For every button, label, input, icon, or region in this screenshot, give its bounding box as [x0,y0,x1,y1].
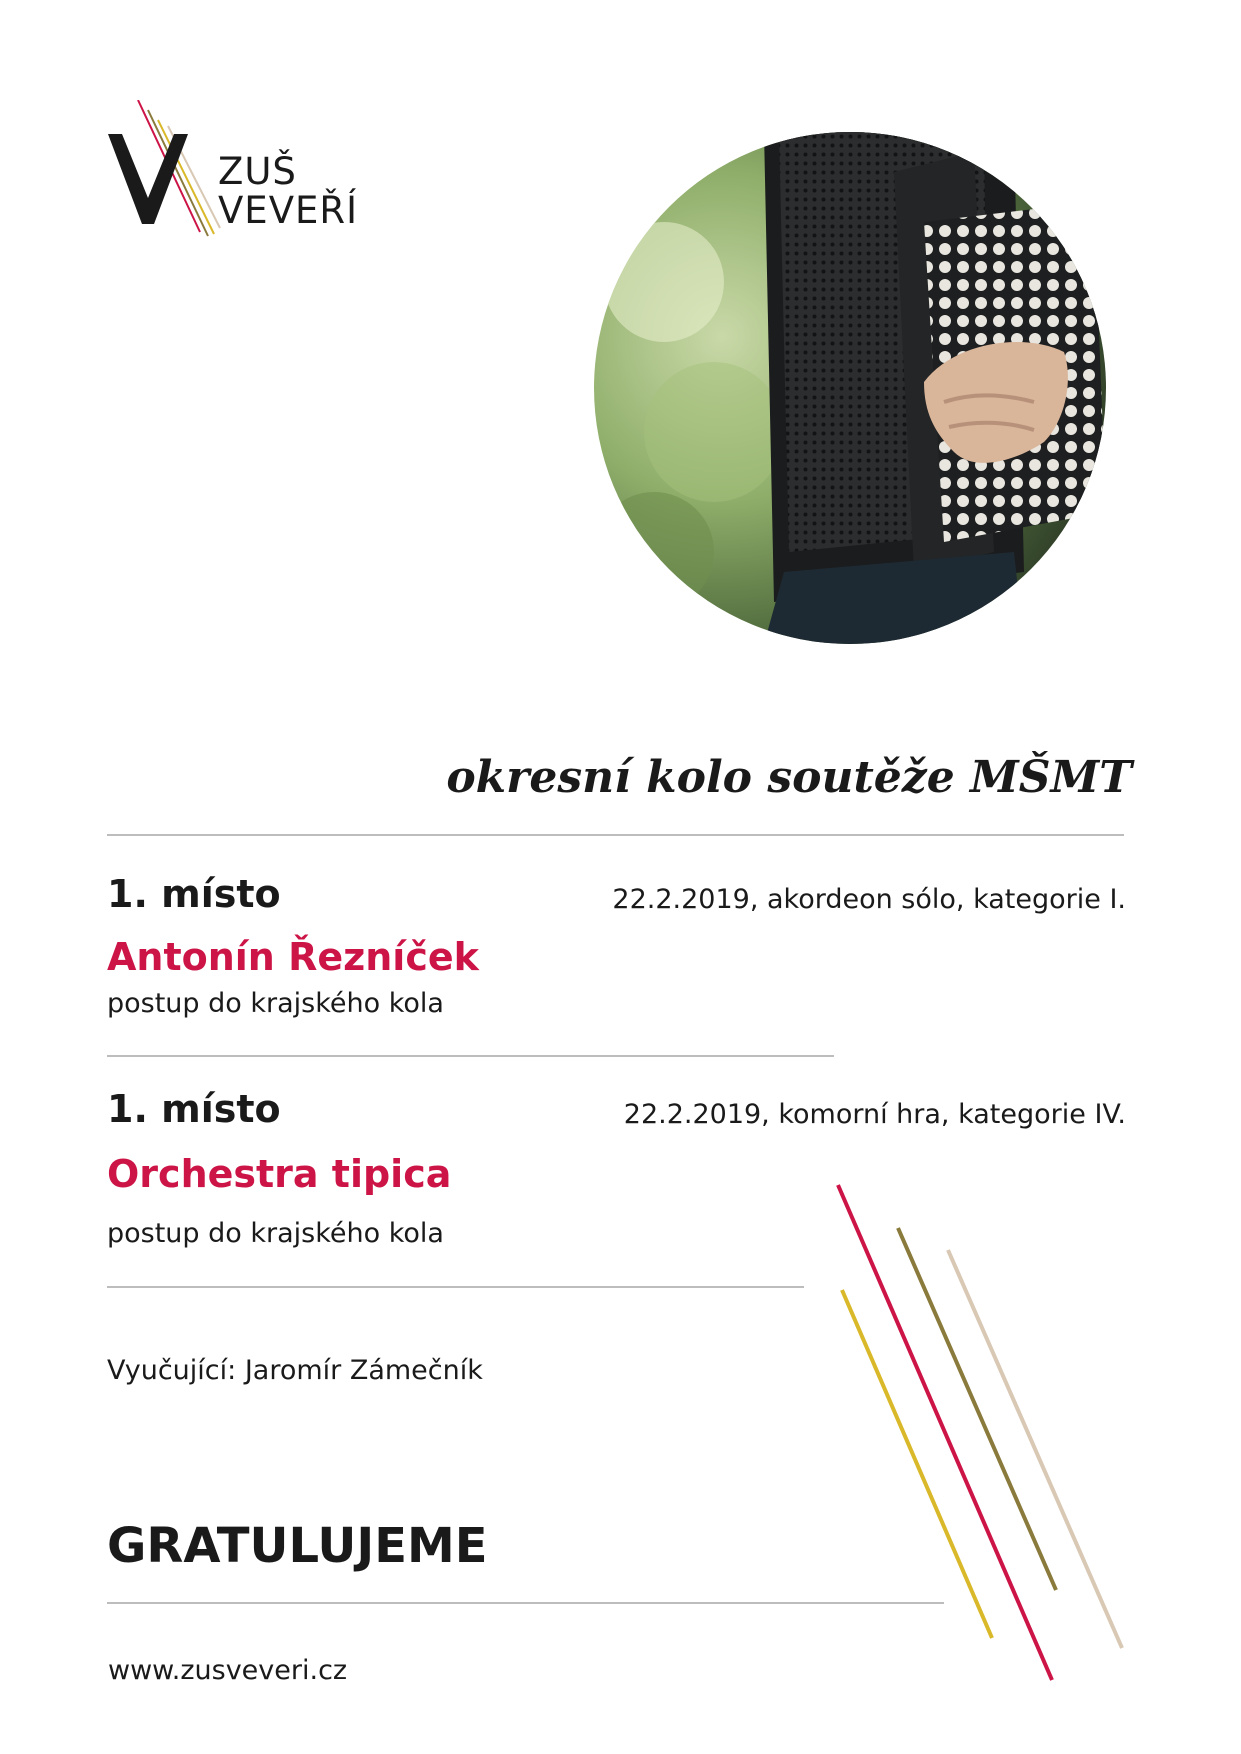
result-1-place: 1. místo [107,872,281,916]
result-2-meta: 22.2.2019, komorní hra, kategorie IV. [623,1099,1126,1130]
school-logo [108,100,398,240]
competition-subtitle: okresní kolo soutěže MŠMT [446,752,1132,803]
divider [107,1055,834,1057]
divider [107,1286,804,1288]
divider [107,1602,944,1604]
accordion-photo [594,132,1106,644]
result-1-note: postup do krajského kola [107,988,444,1019]
accordion-image-icon [594,132,1106,644]
result-2-note: postup do krajského kola [107,1218,444,1249]
result-1-name: Antonín Řezníček [107,935,479,979]
teacher-line: Vyučující: Jaromír Zámečník [107,1355,483,1386]
result-1-meta: 22.2.2019, akordeon sólo, kategorie I. [612,884,1126,915]
result-2-place: 1. místo [107,1087,281,1131]
logo-mark-icon [108,100,228,240]
website-link[interactable]: www.zusveveri.cz [108,1655,348,1686]
result-2-name: Orchestra tipica [107,1152,452,1196]
logo-line-2: VEVEŘÍ [218,189,358,232]
divider [107,834,1124,836]
logo-text [218,152,358,230]
decorative-lines-icon [820,1170,1150,1700]
congrats-heading: GRATULUJEME [107,1518,488,1574]
logo-line-1: ZUŠ [218,150,297,193]
